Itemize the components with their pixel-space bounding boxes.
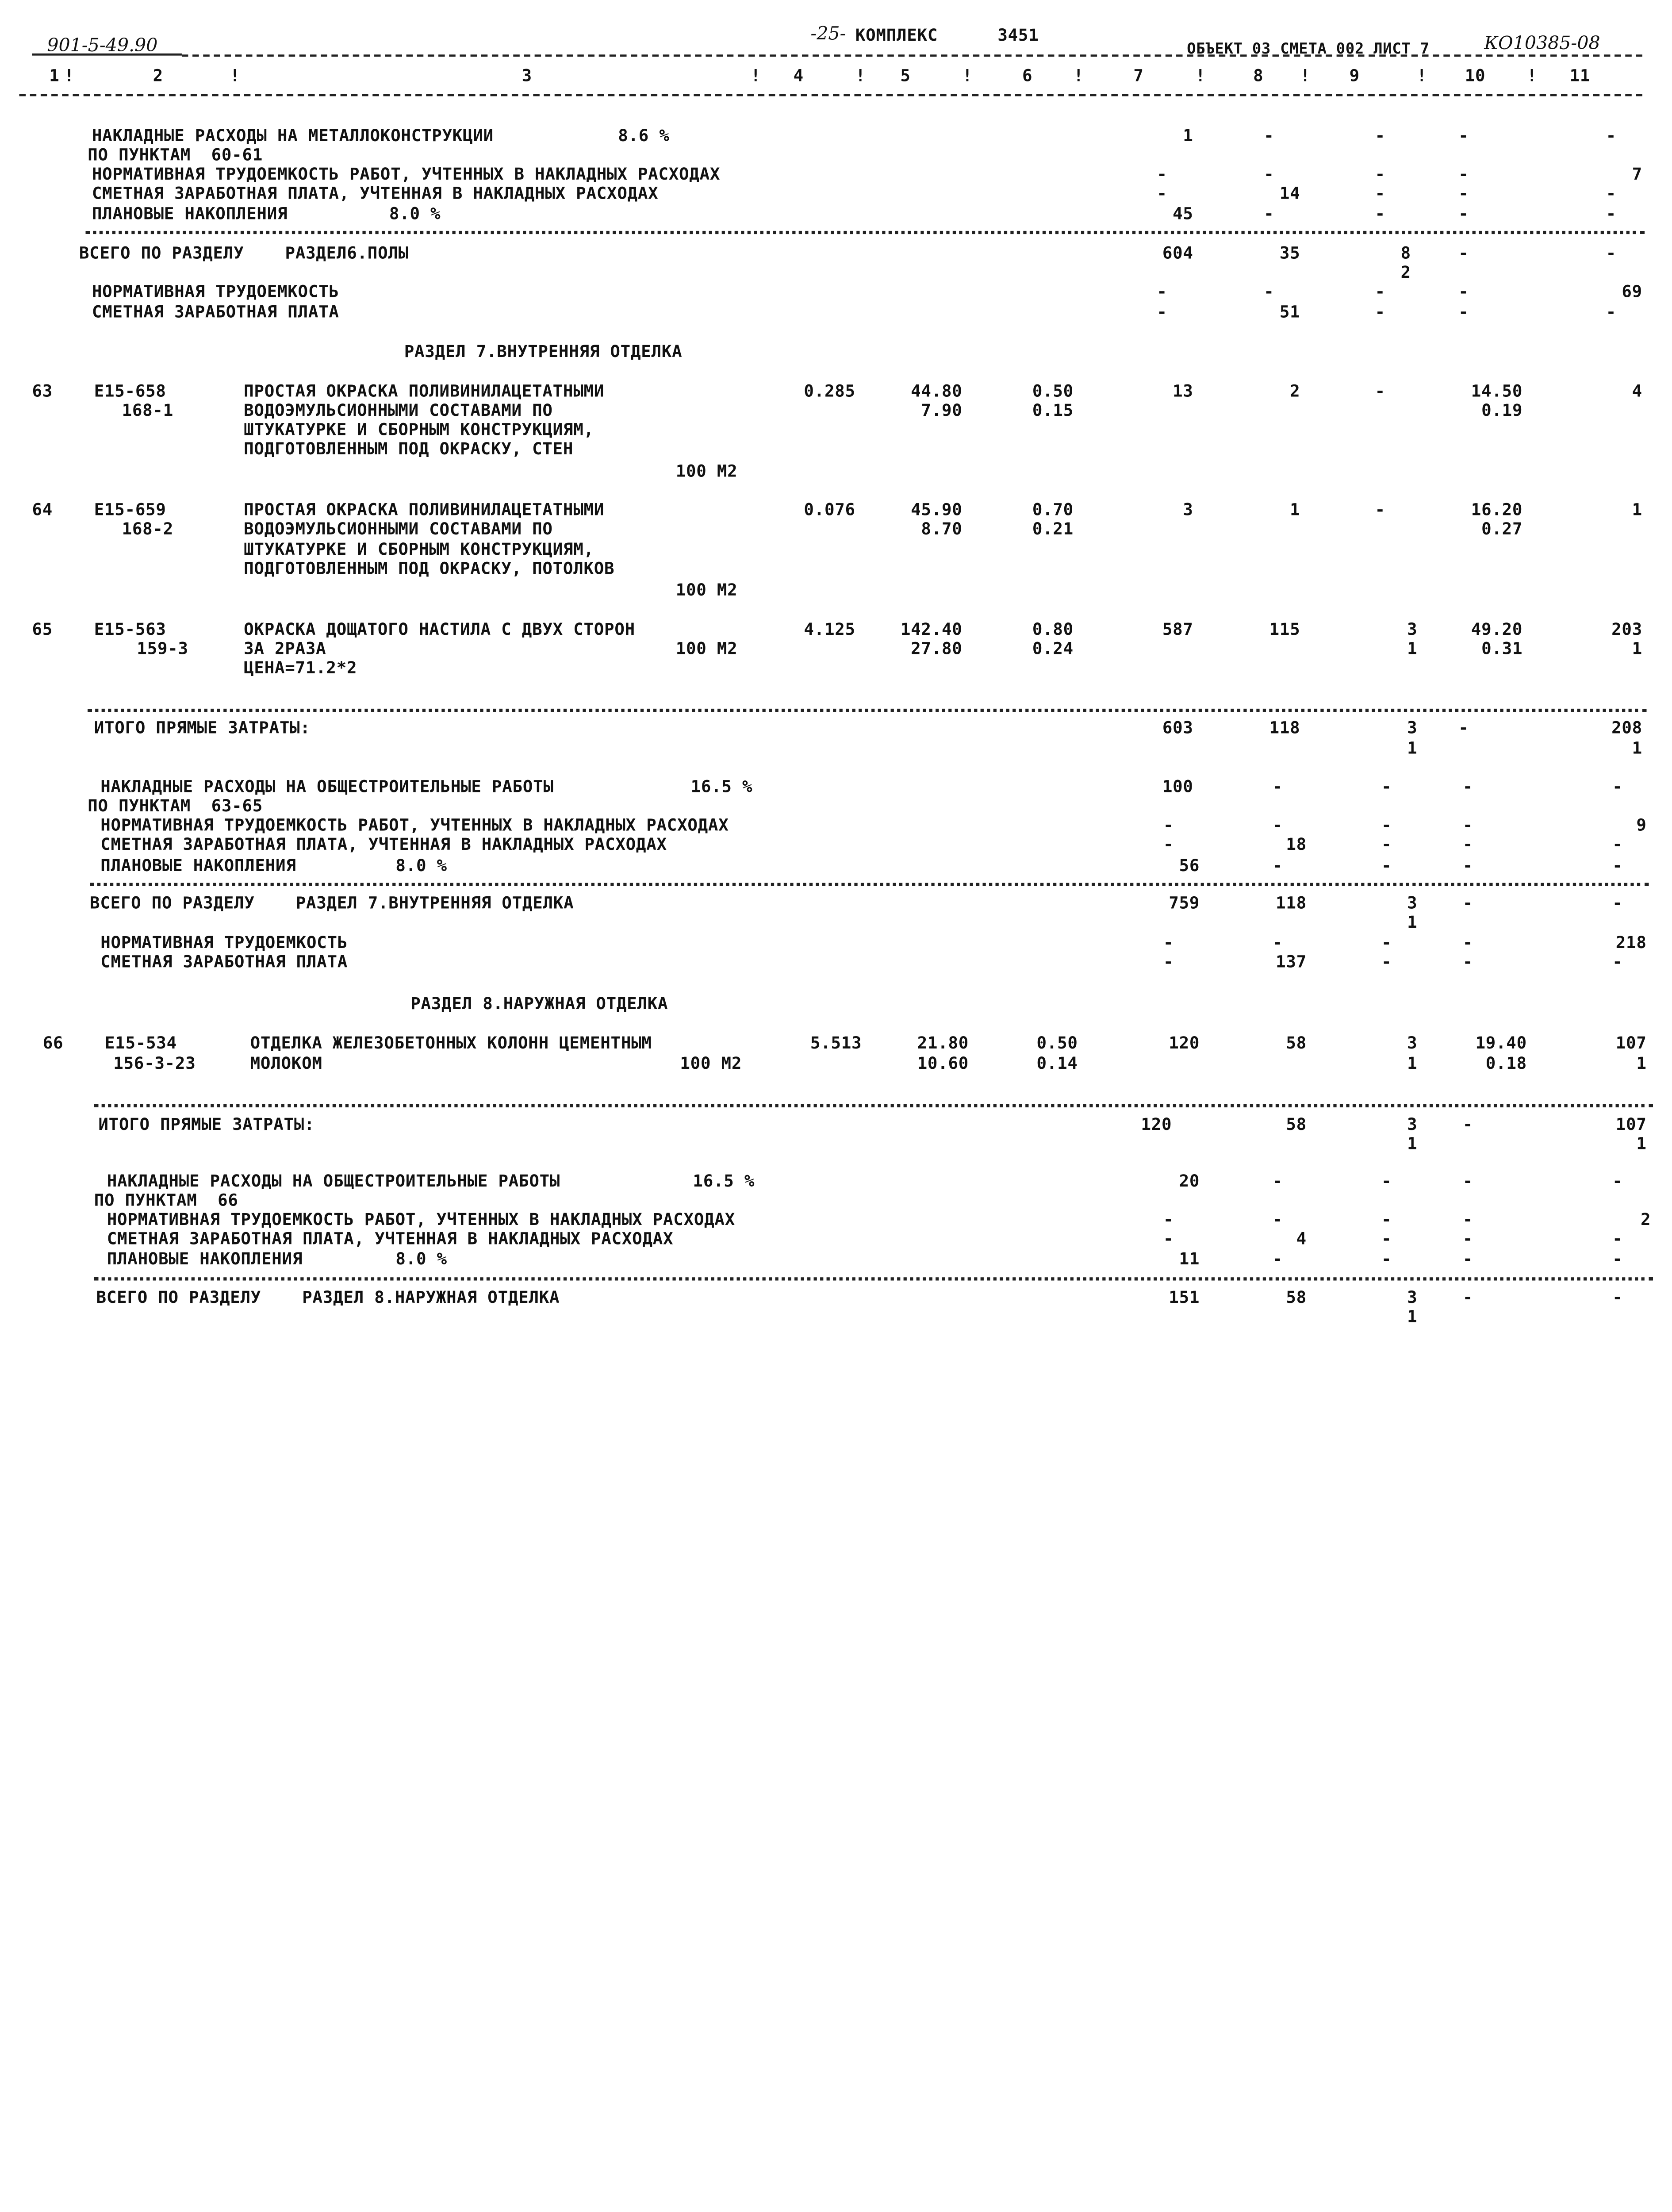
cell-dash: -: [1462, 1288, 1473, 1307]
section-total-col9: 8: [1400, 243, 1411, 263]
cell-dash: -: [1157, 302, 1167, 322]
col-number: 3: [522, 66, 532, 86]
item-col10: 49.20: [1471, 620, 1523, 639]
cell-dash: -: [1264, 204, 1274, 223]
cell-dash: -: [1272, 1210, 1283, 1229]
cell-dash: -: [1462, 815, 1473, 835]
item-description: ПОДГОТОВЛЕННЫМ ПОД ОКРАСКУ, ПОТОЛКОВ: [244, 559, 615, 579]
cell-dash: -: [1157, 282, 1167, 302]
item-description: МОЛОКОМ: [250, 1054, 322, 1073]
item-col6: 0.50: [1036, 1033, 1078, 1053]
dotted-separator: [90, 883, 1649, 886]
item-col11-sub: 1: [1636, 1054, 1647, 1073]
planned-savings-amount: 11: [1179, 1249, 1200, 1269]
item-unit-cost: 142.40: [900, 620, 963, 639]
estimated-wage-label: СМЕТНАЯ ЗАРАБОТНАЯ ПЛАТА: [92, 302, 339, 322]
cell-dash: -: [1612, 952, 1623, 972]
item-col6: 0.80: [1032, 620, 1074, 639]
overhead-points: ПО ПУНКТАМ 66: [94, 1190, 238, 1210]
item-wage: 115: [1269, 620, 1300, 639]
norm-labor-label: НОРМАТИВНАЯ ТРУДОЕМКОСТЬ: [100, 933, 348, 952]
item-col11: 107: [1615, 1033, 1647, 1053]
item-unit-wage: 7.90: [921, 401, 963, 420]
cell-dash: -: [1462, 1210, 1473, 1229]
direct-costs-col7: 603: [1162, 718, 1193, 738]
cell-dash: -: [1264, 282, 1274, 302]
cell-dash: -: [1458, 302, 1469, 322]
item-unit: 100 М2: [675, 461, 738, 481]
item-quantity: 4.125: [804, 620, 855, 639]
labor-in-overhead-value: 9: [1636, 815, 1647, 835]
cell-dash: -: [1163, 834, 1174, 854]
item-code: Е15-534: [104, 1033, 177, 1053]
item-col9: 3: [1407, 1033, 1418, 1053]
wage-in-overhead-value: 18: [1286, 834, 1307, 854]
item-col6: 0.50: [1032, 381, 1074, 401]
overhead-label: НАКЛАДНЫЕ РАСХОДЫ НА МЕТАЛЛОКОНСТРУКЦИИ: [92, 126, 494, 146]
cell-dash: -: [1272, 933, 1283, 952]
item-col9: 3: [1407, 620, 1418, 639]
col-number: 2: [153, 66, 163, 86]
wage-in-overhead-value: 4: [1296, 1229, 1307, 1249]
item-code: Е15-563: [94, 620, 166, 639]
wage-in-overhead-value: 14: [1279, 184, 1300, 204]
direct-costs-col7: 120: [1141, 1114, 1172, 1134]
norm-labor-label: НОРМАТИВНАЯ ТРУДОЕМКОСТЬ: [92, 282, 339, 302]
item-col6-sub: 0.24: [1032, 639, 1074, 659]
labor-in-overhead-value: 7: [1632, 165, 1642, 184]
cell-dash: -: [1458, 282, 1469, 302]
item-col10: 19.40: [1475, 1033, 1527, 1053]
wage-in-overhead-label: СМЕТНАЯ ЗАРАБОТНАЯ ПЛАТА, УЧТЕННАЯ В НАКЛАДНЫХ РАСХОДАХ: [92, 184, 659, 204]
direct-costs-col8: 58: [1286, 1114, 1307, 1134]
dotted-separator: [88, 709, 1646, 712]
item-unit-cost: 45.90: [911, 500, 963, 520]
planned-savings-percent: 8.0 %: [389, 204, 441, 223]
overhead-percent: 16.5 %: [693, 1171, 755, 1191]
direct-costs-col8: 118: [1269, 718, 1300, 738]
overhead-label: НАКЛАДНЫЕ РАСХОДЫ НА ОБЩЕСТРОИТЕЛЬНЫЕ РАБОТЫ: [107, 1171, 560, 1191]
dotted-separator: [94, 1104, 1653, 1107]
direct-costs-col11: 208: [1611, 718, 1642, 738]
section-total-col8: 58: [1286, 1288, 1307, 1307]
cell-dash: -: [1157, 184, 1167, 204]
direct-costs-col9-sub: 1: [1407, 1134, 1418, 1153]
section-total-col8: 118: [1276, 893, 1307, 913]
item-description: ОКРАСКА ДОЩАТОГО НАСТИЛА С ДВУХ СТОРОН: [244, 620, 635, 639]
cell-dash: -: [1612, 1171, 1623, 1191]
cell-dash: -: [1375, 282, 1385, 302]
item-description: ПРОСТАЯ ОКРАСКА ПОЛИВИНИЛАЦЕТАТНЫМИ: [244, 500, 605, 520]
col-separator: !: [1195, 66, 1206, 86]
direct-costs-col9: 3: [1407, 718, 1418, 738]
cell-dash: -: [1157, 165, 1167, 184]
overhead-percent: 16.5 %: [690, 777, 753, 796]
cell-dash: -: [1606, 243, 1617, 263]
cell-dash: -: [1272, 815, 1283, 835]
cell-dash: -: [1381, 856, 1392, 876]
item-total-cost: 3: [1183, 500, 1193, 520]
cell-dash: -: [1458, 165, 1469, 184]
labor-in-overhead-label: НОРМАТИВНАЯ ТРУДОЕМКОСТЬ РАБОТ, УЧТЕННЫХ В НАКЛАДНЫХ РАСХОДАХ: [100, 815, 729, 835]
cell-dash: -: [1606, 302, 1617, 322]
planned-savings-label: ПЛАНОВЫЕ НАКОПЛЕНИЯ: [107, 1249, 303, 1269]
overhead-label: НАКЛАДНЫЕ РАСХОДЫ НА ОБЩЕСТРОИТЕЛЬНЫЕ РАБОТЫ: [100, 777, 554, 796]
planned-savings-label: ПЛАНОВЫЕ НАКОПЛЕНИЯ: [100, 856, 296, 876]
col-number: 8: [1253, 66, 1264, 86]
section-total-col9: 3: [1407, 1288, 1418, 1307]
header-underline-left: [32, 54, 182, 56]
overhead-amount: 100: [1162, 777, 1193, 796]
direct-costs-label: ИТОГО ПРЯМЫЕ ЗАТРАТЫ:: [94, 718, 311, 738]
cell-dash: -: [1264, 126, 1274, 146]
item-quantity: 5.513: [810, 1033, 862, 1053]
cell-dash: -: [1458, 718, 1469, 738]
direct-costs-col11-sub: 1: [1636, 1134, 1647, 1153]
cell-dash: -: [1272, 1171, 1283, 1191]
section-total-label: ВСЕГО ПО РАЗДЕЛУ РАЗДЕЛ 7.ВНУТРЕННЯЯ ОТДЕЛКА: [90, 893, 574, 913]
cell-dash: -: [1272, 856, 1283, 876]
section-total-col7: 151: [1169, 1288, 1200, 1307]
item-unit: 100 М2: [675, 639, 738, 659]
cell-dash: -: [1458, 126, 1469, 146]
col-number: 5: [900, 66, 911, 86]
overhead-amount: 1: [1183, 126, 1193, 146]
cell-dash: -: [1612, 1288, 1623, 1307]
item-quantity: 0.285: [804, 381, 855, 401]
wage-in-overhead-label: СМЕТНАЯ ЗАРАБОТНАЯ ПЛАТА, УЧТЕННАЯ В НАКЛАДНЫХ РАСХОДАХ: [100, 834, 667, 854]
cell-dash: -: [1163, 952, 1174, 972]
estimated-wage-value: 51: [1279, 302, 1300, 322]
item-col6-sub: 0.21: [1032, 519, 1074, 539]
labor-in-overhead-value: 2: [1641, 1210, 1651, 1229]
cell-dash: -: [1612, 893, 1623, 913]
direct-costs-col11: 107: [1615, 1114, 1647, 1134]
cell-dash: -: [1381, 952, 1392, 972]
cell-dash: -: [1381, 1210, 1392, 1229]
dotted-separator: [85, 231, 1644, 234]
document-code: КО10385-08: [1484, 33, 1600, 55]
item-code-ref: 168-2: [122, 519, 174, 539]
item-unit-cost: 21.80: [917, 1033, 969, 1053]
cell-dash: -: [1606, 204, 1617, 223]
cell-dash: -: [1462, 834, 1473, 854]
item-number: 65: [32, 620, 53, 639]
col-separator: !: [962, 66, 973, 86]
item-code: Е15-659: [94, 500, 166, 520]
cell-dash: -: [1462, 856, 1473, 876]
cell-dash: -: [1375, 302, 1385, 322]
item-unit-wage: 27.80: [911, 639, 963, 659]
direct-costs-col9: 3: [1407, 1114, 1418, 1134]
section-total-col9-sub: 1: [1407, 1307, 1418, 1327]
cell-dash: -: [1458, 243, 1469, 263]
section-7-title: РАЗДЕЛ 7.ВНУТРЕННЯЯ ОТДЕЛКА: [404, 342, 683, 361]
wage-in-overhead-label: СМЕТНАЯ ЗАРАБОТНАЯ ПЛАТА, УЧТЕННАЯ В НАКЛАДНЫХ РАСХОДАХ: [107, 1229, 674, 1249]
item-col9: -: [1375, 381, 1385, 401]
item-col11: 4: [1632, 381, 1642, 401]
item-number: 63: [32, 381, 53, 401]
item-wage: 2: [1290, 381, 1300, 401]
item-col6: 0.70: [1032, 500, 1074, 520]
estimated-wage-value: 137: [1276, 952, 1307, 972]
cell-dash: -: [1458, 184, 1469, 204]
complex-label: КОМПЛЕКС: [855, 25, 938, 45]
cell-dash: -: [1462, 777, 1473, 796]
cell-dash: -: [1375, 165, 1385, 184]
overhead-points: ПО ПУНКТАМ 63-65: [88, 796, 263, 816]
item-col11: 1: [1632, 500, 1642, 520]
item-total-cost: 13: [1173, 381, 1193, 401]
item-description: ЗА 2РАЗА: [244, 639, 326, 659]
item-total-cost: 587: [1162, 620, 1193, 639]
dotted-separator: [94, 1277, 1653, 1280]
section-total-label: ВСЕГО ПО РАЗДЕЛУ РАЗДЕЛ 8.НАРУЖНАЯ ОТДЕЛКА: [96, 1288, 560, 1307]
cell-dash: -: [1375, 184, 1385, 204]
item-number: 64: [32, 500, 53, 520]
cell-dash: -: [1381, 1249, 1392, 1269]
item-col10: 14.50: [1471, 381, 1523, 401]
item-col9-sub: 1: [1407, 1054, 1418, 1073]
item-col11: 203: [1611, 620, 1642, 639]
item-description: ШТУКАТУРКЕ И СБОРНЫМ КОНСТРУКЦИЯМ,: [244, 420, 594, 440]
col-number: 7: [1133, 66, 1144, 86]
item-total-cost: 120: [1169, 1033, 1200, 1053]
item-col11-sub: 1: [1632, 639, 1642, 659]
cell-dash: -: [1163, 933, 1174, 952]
cell-dash: -: [1612, 856, 1623, 876]
norm-labor-value: 69: [1622, 282, 1642, 302]
overhead-amount: 20: [1179, 1171, 1200, 1191]
direct-costs-label: ИТОГО ПРЯМЫЕ ЗАТРАТЫ:: [98, 1114, 315, 1134]
cell-dash: -: [1381, 933, 1392, 952]
col-separator: !: [1073, 66, 1084, 86]
item-description: ЦЕНА=71.2*2: [244, 658, 357, 678]
item-col10-sub: 0.19: [1481, 401, 1523, 420]
item-description: ПОДГОТОВЛЕННЫМ ПОД ОКРАСКУ, СТЕН: [244, 439, 574, 459]
col-separator: !: [1416, 66, 1427, 86]
cell-dash: -: [1458, 204, 1469, 223]
col-number: 11: [1569, 66, 1591, 86]
complex-number: 3451: [997, 25, 1039, 45]
item-col10-sub: 0.31: [1481, 639, 1523, 659]
header-dashed-line: [182, 54, 1642, 57]
item-col10-sub: 0.27: [1481, 519, 1523, 539]
cell-dash: -: [1381, 777, 1392, 796]
section-total-col9-sub: 1: [1407, 913, 1418, 932]
item-unit: 100 М2: [675, 580, 738, 600]
section-total-col7: 604: [1162, 243, 1193, 263]
col-separator: !: [750, 66, 761, 86]
header-rule: [19, 94, 1642, 96]
planned-savings-amount: 56: [1179, 856, 1200, 876]
item-description: ВОДОЭМУЛЬСИОННЫМИ СОСТАВАМИ ПО: [244, 401, 553, 420]
col-separator: !: [64, 66, 75, 86]
cell-dash: -: [1612, 1249, 1623, 1269]
col-number: 6: [1022, 66, 1033, 86]
cell-dash: -: [1462, 1114, 1473, 1134]
cell-dash: -: [1381, 1171, 1392, 1191]
direct-costs-col9-sub: 1: [1407, 738, 1418, 758]
item-wage: 58: [1286, 1033, 1307, 1053]
object-estimate-info: ОБЪЕКТ 03 СМЕТА 002 ЛИСТ 7: [1187, 40, 1430, 58]
cell-dash: -: [1163, 1210, 1174, 1229]
cell-dash: -: [1612, 1229, 1623, 1249]
labor-in-overhead-label: НОРМАТИВНАЯ ТРУДОЕМКОСТЬ РАБОТ, УЧТЕННЫХ В НАКЛАДНЫХ РАСХОДАХ: [107, 1210, 736, 1229]
section-total-col7: 759: [1169, 893, 1200, 913]
item-code-ref: 156-3-23: [113, 1054, 196, 1073]
col-separator: !: [1526, 66, 1538, 86]
cell-dash: -: [1381, 834, 1392, 854]
item-col9-sub: 1: [1407, 639, 1418, 659]
overhead-points: ПО ПУНКТАМ 60-61: [88, 145, 263, 165]
cell-dash: -: [1612, 777, 1623, 796]
norm-labor-value: 218: [1615, 933, 1647, 952]
col-separator: !: [1300, 66, 1311, 86]
col-number: 4: [793, 66, 804, 86]
item-description: ШТУКАТУРКЕ И СБОРНЫМ КОНСТРУКЦИЯМ,: [244, 540, 594, 559]
cell-dash: -: [1163, 815, 1174, 835]
planned-savings-percent: 8.0 %: [395, 1249, 447, 1269]
estimated-wage-label: СМЕТНАЯ ЗАРАБОТНАЯ ПЛАТА: [100, 952, 348, 972]
planned-savings-percent: 8.0 %: [395, 856, 447, 876]
overhead-percent: 8.6 %: [618, 126, 670, 146]
item-unit-wage: 8.70: [921, 519, 963, 539]
direct-costs-col11-sub: 1: [1632, 738, 1642, 758]
item-unit-wage: 10.60: [917, 1054, 969, 1073]
item-code-ref: 159-3: [137, 639, 188, 659]
cell-dash: -: [1462, 933, 1473, 952]
cell-dash: -: [1264, 165, 1274, 184]
item-description: ОТДЕЛКА ЖЕЛЕЗОБЕТОННЫХ КОЛОНН ЦЕМЕНТНЫМ: [250, 1033, 652, 1053]
col-number: 1: [49, 66, 60, 86]
section-total-col8: 35: [1279, 243, 1300, 263]
item-col10: 16.20: [1471, 500, 1523, 520]
labor-in-overhead-label: НОРМАТИВНАЯ ТРУДОЕМКОСТЬ РАБОТ, УЧТЕННЫХ В НАКЛАДНЫХ РАСХОДАХ: [92, 165, 721, 184]
col-number: 9: [1349, 66, 1360, 86]
cell-dash: -: [1381, 1229, 1392, 1249]
col-number: 10: [1465, 66, 1486, 86]
item-col6-sub: 0.14: [1036, 1054, 1078, 1073]
cell-dash: -: [1381, 815, 1392, 835]
item-description: ВОДОЭМУЛЬСИОННЫМИ СОСТАВАМИ ПО: [244, 519, 553, 539]
cell-dash: -: [1272, 1249, 1283, 1269]
item-code: Е15-658: [94, 381, 166, 401]
cell-dash: -: [1606, 184, 1617, 204]
cell-dash: -: [1375, 126, 1385, 146]
cell-dash: -: [1612, 834, 1623, 854]
item-col6-sub: 0.15: [1032, 401, 1074, 420]
item-col10-sub: 0.18: [1485, 1054, 1527, 1073]
section-total-label: ВСЕГО ПО РАЗДЕЛУ РАЗДЕЛ6.ПОЛЫ: [79, 243, 409, 263]
planned-savings-amount: 45: [1173, 204, 1193, 223]
cell-dash: -: [1462, 1229, 1473, 1249]
item-quantity: 0.076: [804, 500, 855, 520]
item-unit: 100 М2: [680, 1054, 742, 1073]
section-total-col9-sub: 2: [1400, 263, 1411, 282]
cell-dash: -: [1606, 126, 1617, 146]
item-col9: -: [1375, 500, 1385, 520]
cell-dash: -: [1163, 1229, 1174, 1249]
col-separator: !: [855, 66, 866, 86]
item-unit-cost: 44.80: [911, 381, 963, 401]
item-wage: 1: [1290, 500, 1300, 520]
item-code-ref: 168-1: [122, 401, 174, 420]
cell-dash: -: [1462, 893, 1473, 913]
cell-dash: -: [1462, 1249, 1473, 1269]
cell-dash: -: [1462, 1171, 1473, 1191]
cell-dash: -: [1272, 777, 1283, 796]
document-number: 901-5-49.90: [47, 35, 158, 57]
cell-dash: -: [1462, 952, 1473, 972]
section-8-title: РАЗДЕЛ 8.НАРУЖНАЯ ОТДЕЛКА: [410, 994, 668, 1014]
section-total-col9: 3: [1407, 893, 1418, 913]
col-separator: !: [230, 66, 241, 86]
cell-dash: -: [1375, 204, 1385, 223]
page-number: -25-: [810, 23, 846, 45]
item-description: ПРОСТАЯ ОКРАСКА ПОЛИВИНИЛАЦЕТАТНЫМИ: [244, 381, 605, 401]
item-number: 66: [42, 1033, 64, 1053]
planned-savings-label: ПЛАНОВЫЕ НАКОПЛЕНИЯ: [92, 204, 288, 223]
